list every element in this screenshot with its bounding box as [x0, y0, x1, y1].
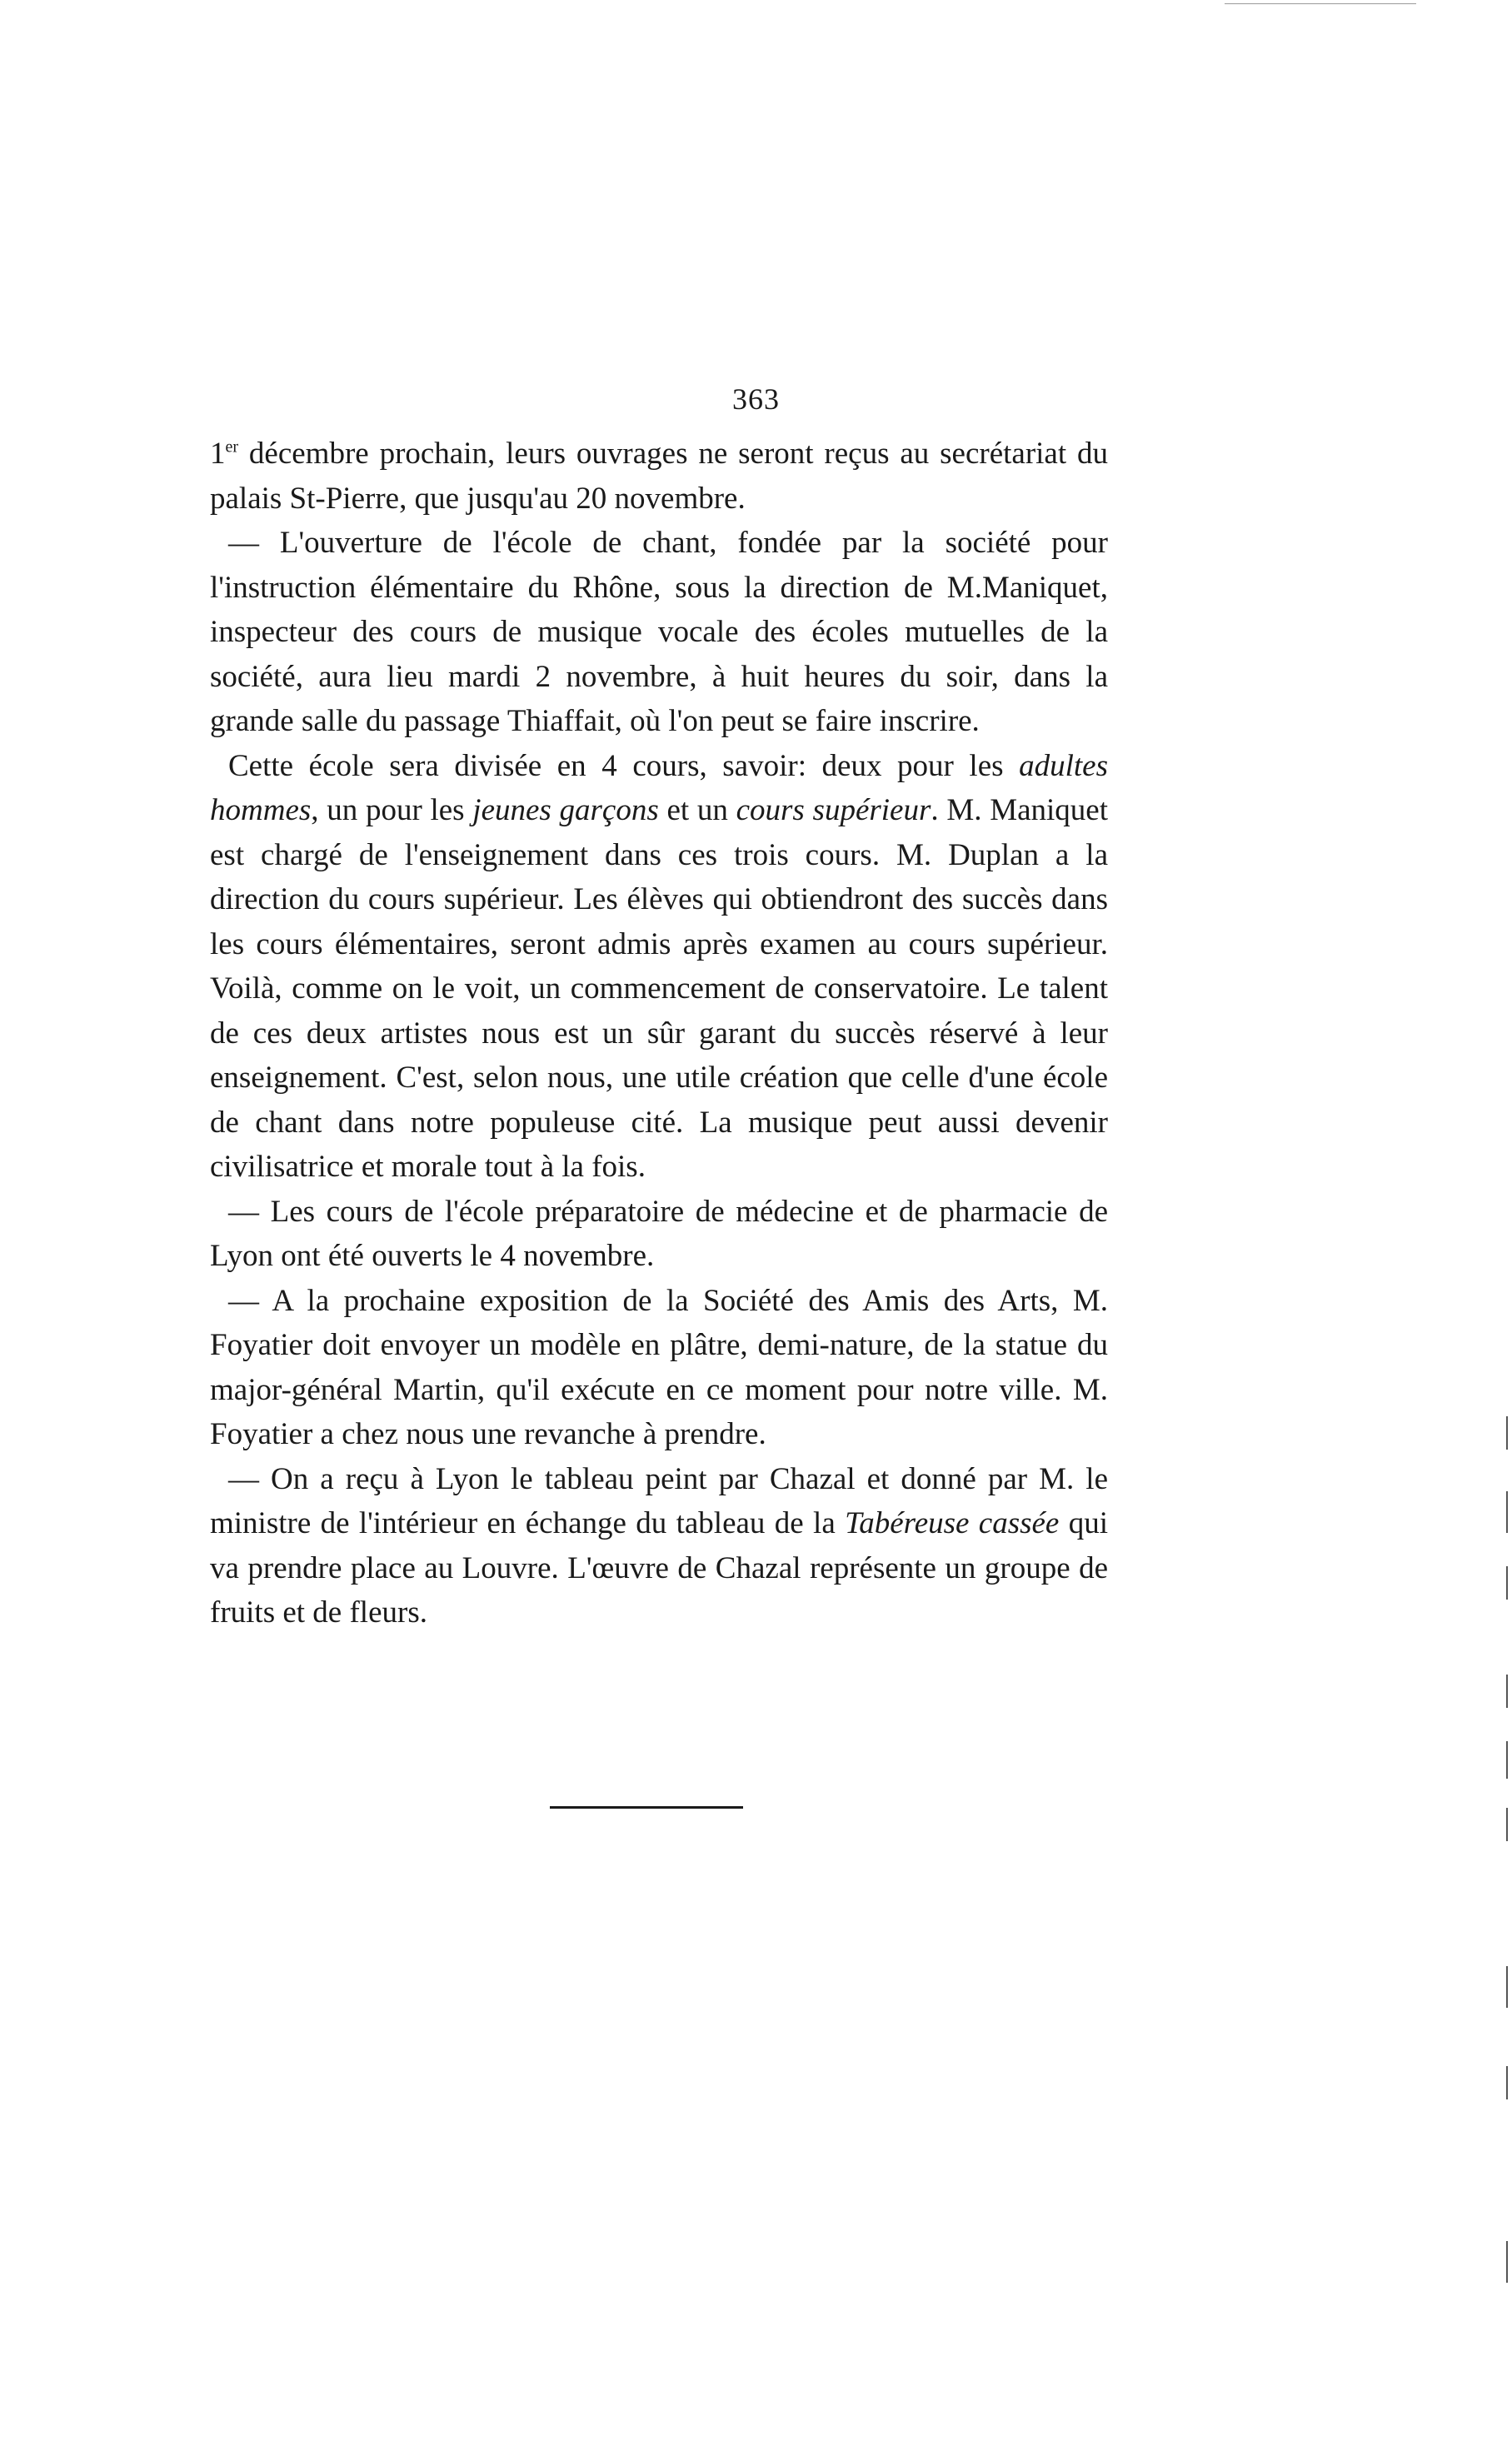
scan-edge-mark: [1506, 1741, 1508, 1779]
scan-edge-line: [1225, 3, 1416, 4]
text-run: Cette école sera divisée en 4 cours, savoir: deux pour les: [228, 748, 1020, 783]
text-run: et un: [658, 793, 736, 827]
text-run: — Les cours de l'école préparatoire de médecine et de pharmacie de Lyon ont été ouverts le 4 novembre.: [210, 1194, 1108, 1273]
text-run: décembre prochain, leurs ouvrages ne seront reçus au secrétariat du palais St-Pierre, que jusqu'au 20 novembre.: [210, 437, 1108, 516]
italic-text: Tabéreuse cassée: [845, 1506, 1060, 1540]
scan-edge-mark: [1506, 1416, 1508, 1450]
paragraph: [210, 1457, 1108, 1635]
text-run: — On a reçu à Lyon le tableau peint par Chazal et donné par M. le ministre de l'intérieur en échange du tableau de la: [210, 1461, 1108, 1540]
italic-text: cours supérieur: [736, 793, 931, 827]
section-separator: [550, 1806, 743, 1809]
scan-edge-mark: [1506, 1966, 1508, 2008]
text-run: , un pour les: [311, 793, 473, 827]
scan-edge-mark: [1506, 1808, 1508, 1841]
text-run: qui va prendre place au Louvre. L'œuvre de Chazal représente un groupe de fruits et de fleurs.: [210, 1506, 1108, 1630]
paragraph: [210, 744, 1108, 1190]
scan-edge-mark: [1506, 2066, 1508, 2099]
paragraph: [210, 521, 1108, 744]
superscript-text: er: [225, 437, 239, 457]
text-run: . M. Maniquet est chargé de l'enseignement dans ces trois cours. M. Duplan a la direction du cours supérieur. Les élèves qui obtiendront des succès dans les cours élémentaires, seront admis après examen au cours supérieur. Voilà, comme on le voit, un commencement de conservatoire. Le talent de ces deux artistes nous est un sûr garant du succès réservé à leur enseignement. C'est, selon nous, une utile création que celle d'une école de chant dans notre populeuse cité. La musique peut aussi devenir civilisatrice et morale tout à la fois.: [210, 793, 1109, 1184]
scan-edge-mark: [1506, 1675, 1508, 1708]
text-run: 1: [210, 437, 226, 471]
text-run: — A la prochaine exposition de la Société des Amis des Arts, M. Foyatier doit envoyer un modèle en plâtre, demi-nature, de la statue du major-général Martin, qu'il exécute en ce moment pour notre ville. M. Foyatier a chez nous une revanche à prendre.: [210, 1283, 1108, 1451]
scan-edge-mark: [1506, 1491, 1508, 1533]
paragraph: [210, 1279, 1108, 1457]
article-text: [210, 432, 1108, 1635]
scan-edge-mark: [1506, 2241, 1508, 2283]
italic-text: jeunes garçons: [472, 793, 659, 827]
paragraph: [210, 1190, 1108, 1279]
text-run: — L'ouverture de l'école de chant, fondée par la société pour l'instruction élémentaire du Rhône, sous la direction de M.Maniquet, inspecteur des cours de musique vocale des écoles mutuelles de la société, aura lieu mardi 2 novembre, à huit heures du soir, dans la grande salle du passage Thiaffait, où l'on peut se faire inscrire.: [210, 526, 1108, 738]
page-number: 363: [732, 382, 780, 416]
italic-text: adultes hommes: [210, 748, 1108, 827]
paragraph: [210, 432, 1108, 521]
scan-edge-mark: [1506, 1566, 1508, 1600]
